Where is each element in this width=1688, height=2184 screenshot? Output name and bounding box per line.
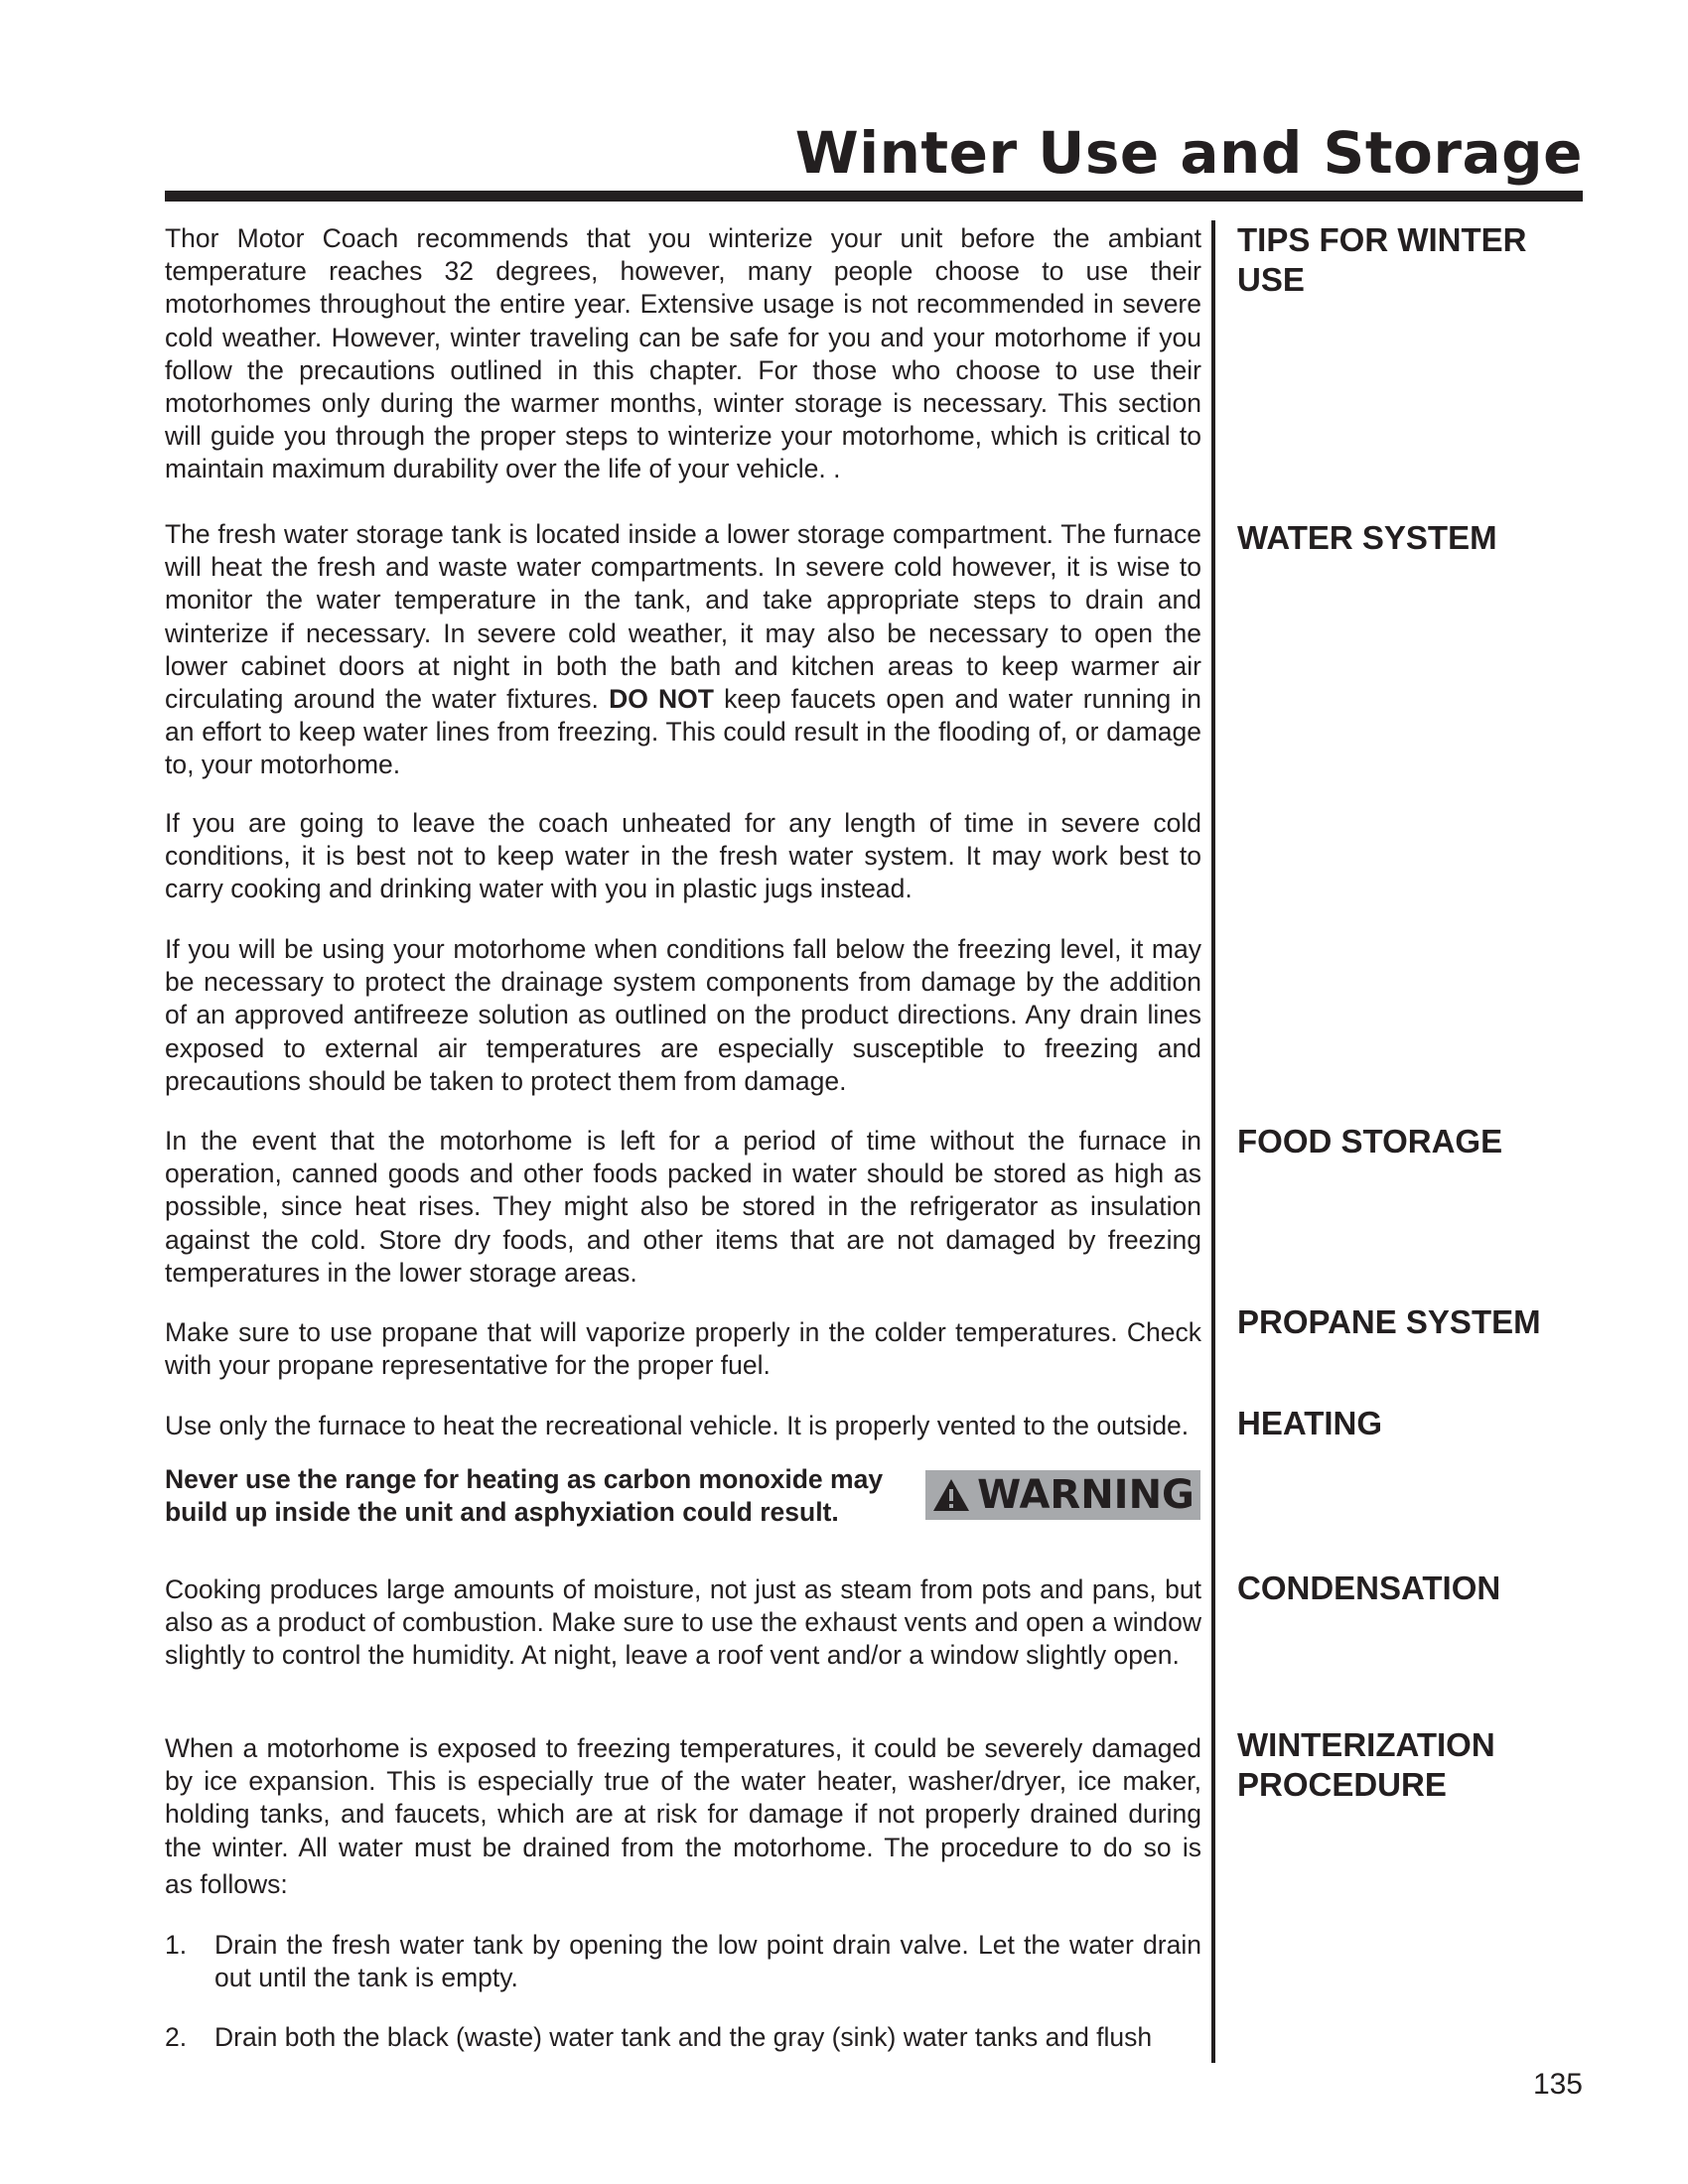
sidebar-heading-winterization: WINTERIZATION PROCEDURE [1237,1726,1495,1803]
paragraph-water-system [165,518,1201,782]
warning-message: Never use the range for heating as carbon monoxide may build up inside the unit and asphyxiation could result. [165,1464,884,1528]
warning-badge [925,1470,1200,1520]
paragraph-condensation: Cooking produces large amounts of moisture, not just as steam from pots and pans, but also as a product of combustion. Make sure to use the exhaust vents and open a window slightly to control the humidity. At night, leave a roof vent and/or a window slightly open. [165,1574,1201,1671]
page-title: Winter Use and Storage [794,119,1583,187]
paragraph-heating: Use only the furnace to heat the recreational vehicle. It is properly vented to the outside. [165,1411,1190,1440]
list-item-text: Drain the fresh water tank by opening the low point drain valve. Let the water drain out until the tank is empty. [214,1930,1201,1993]
list-item-number: 2. [165,2022,188,2052]
paragraph-propane: Make sure to use propane that will vaporize properly in the colder temperatures. Check with your propane representative for the proper fuel. [165,1317,1201,1381]
list-item-text: Drain both the black (waste) water tank and the gray (sink) water tanks and flush [214,2022,1153,2052]
sidebar-heading-propane-system: PROPANE SYSTEM [1237,1303,1541,1340]
warning-label: WARNING [977,1472,1195,1518]
sidebar-heading-tips: TIPS FOR WINTER USE [1237,221,1527,298]
water-text-post: keep faucets open and water running in an effort to keep water lines from freezing. This could result in the flooding of, or damage to, your motorhome. [165,684,1202,780]
title-rule [165,191,1583,202]
paragraph-as-follows: as follows: [165,1869,288,1899]
paragraph-freezing: If you will be using your motorhome when conditions fall below the freezing level, it may be necessary to protect the drainage system components from damage by the addition of an approved antifreeze solution as outlined on the product directions. Any drain lines exposed to external air temperatures are especially susceptible to freezing and precautions should be taken to protect them from damage. [165,934,1201,1096]
page-number: 135 [1532,2068,1583,2101]
paragraph-winterization: When a motorhome is exposed to freezing temperatures, it could be severely damaged by ice expansion. This is especially true of the water heater, washer/dryer, ice maker, holding tanks, and faucets, which are at risk for damage if not properly drained during the winter. All water must be drained from the motorhome. The procedure to do so is [165,1733,1201,1862]
paragraph-unheated: If you are going to leave the coach unheated for any length of time in severe cold conditions, it is best not to keep water in the fresh water system. It may work best to carry cooking and drinking water with you in plastic jugs instead. [165,808,1201,904]
paragraph-intro: Thor Motor Coach recommends that you winterize your unit before the ambiant temperature reaches 32 degrees, however, many people choose to use their motorhomes throughout the entire year. Extensive usage is not recommended in severe cold weather. However, winter traveling can be safe for you and your motorhome if you follow the precautions outlined in this chapter. For those who choose to use their motorhomes only during the warmer months, winter storage is necessary. This section will guide you through the proper steps to winterize your motorhome, which is critical to maintain maximum durability over the life of your vehicle. . [165,223,1201,484]
sidebar-heading-water-system: WATER SYSTEM [1237,519,1497,556]
sidebar-heading-food-storage: FOOD STORAGE [1237,1123,1503,1160]
sidebar-heading-condensation: CONDENSATION [1237,1570,1501,1606]
column-divider [1211,220,1215,2063]
water-text-pre: The fresh water storage tank is located inside a lower storage compartment. The furnace will heat the fresh and waste water compartments. In severe cold however, it is wise to monitor the water temperature in the tank, and take appropriate steps to drain and winterize if necessary. In severe cold weather, it may also be necessary to open the lower cabinet doors at night in both the bath and kitchen areas to keep warmer air circulating around the water fixtures. [165,519,1201,715]
do-not-emphasis: DO NOT [609,684,714,715]
list-item-number: 1. [165,1930,188,1960]
sidebar-heading-heating: HEATING [1237,1405,1383,1441]
warning-triangle-icon [931,1477,971,1513]
paragraph-food-storage: In the event that the motorhome is left for a period of time without the furnace in operation, canned goods and other foods packed in water should be stored as high as possible, since heat rises. They might also be stored in the refrigerator as insulation against the cold. Store dry foods, and other items that are not damaged by freezing temperatures in the lower storage areas. [165,1126,1201,1288]
